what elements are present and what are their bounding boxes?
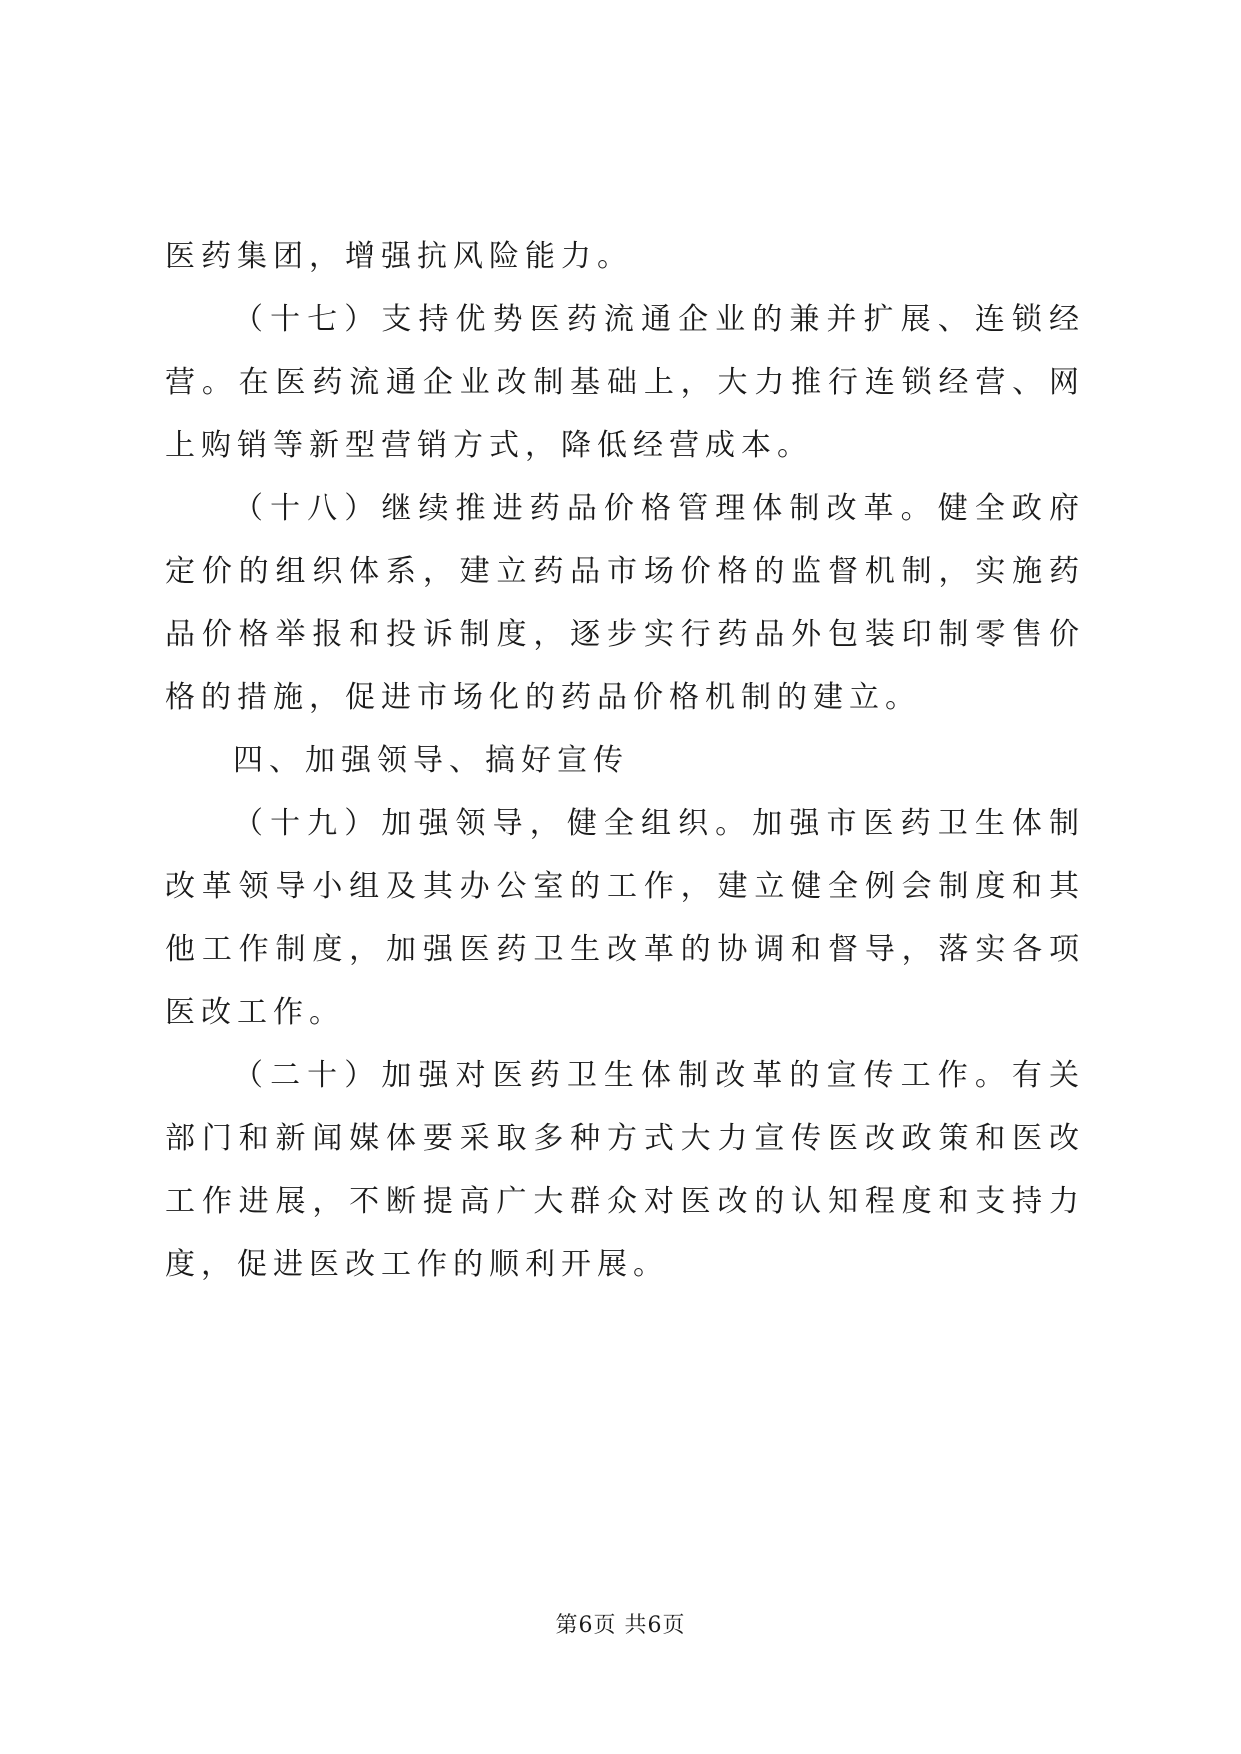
paragraph-17: （十七）支持优势医药流通企业的兼并扩展、连锁经营。在医药流通企业改制基础上，大力推行连锁经营、网上购销等新型营销方式，降低经营成本。: [165, 302, 1085, 463]
page-number-footer: 第6页 共6页: [555, 1613, 686, 1638]
paragraph-20: （二十）加强对医药卫生体制改革的宣传工作。有关部门和新闻媒体要采取多种方式大力宣传医改政策和医改工作进展，不断提高广大群众对医改的认知程度和支持力度，促进医改工作的顺利开展。: [165, 1058, 1085, 1282]
paragraph-continuation: 医药集团，增强抗风险能力。: [165, 239, 633, 274]
paragraph-18: （十八）继续推进药品价格管理体制改革。健全政府定价的组织体系，建立药品市场价格的监督机制，实施药品价格举报和投诉制度，逐步实行药品外包装印制零售价格的措施，促进市场化的药品价格机制的建立。: [165, 491, 1085, 715]
section-heading-4: 四、加强领导、搞好宣传: [233, 743, 629, 778]
paragraph-19: （十九）加强领导，健全组织。加强市医药卫生体制改革领导小组及其办公室的工作，建立健全例会制度和其他工作制度，加强医药卫生改革的协调和督导，落实各项医改工作。: [165, 806, 1085, 1030]
document-body: [165, 225, 1085, 1296]
